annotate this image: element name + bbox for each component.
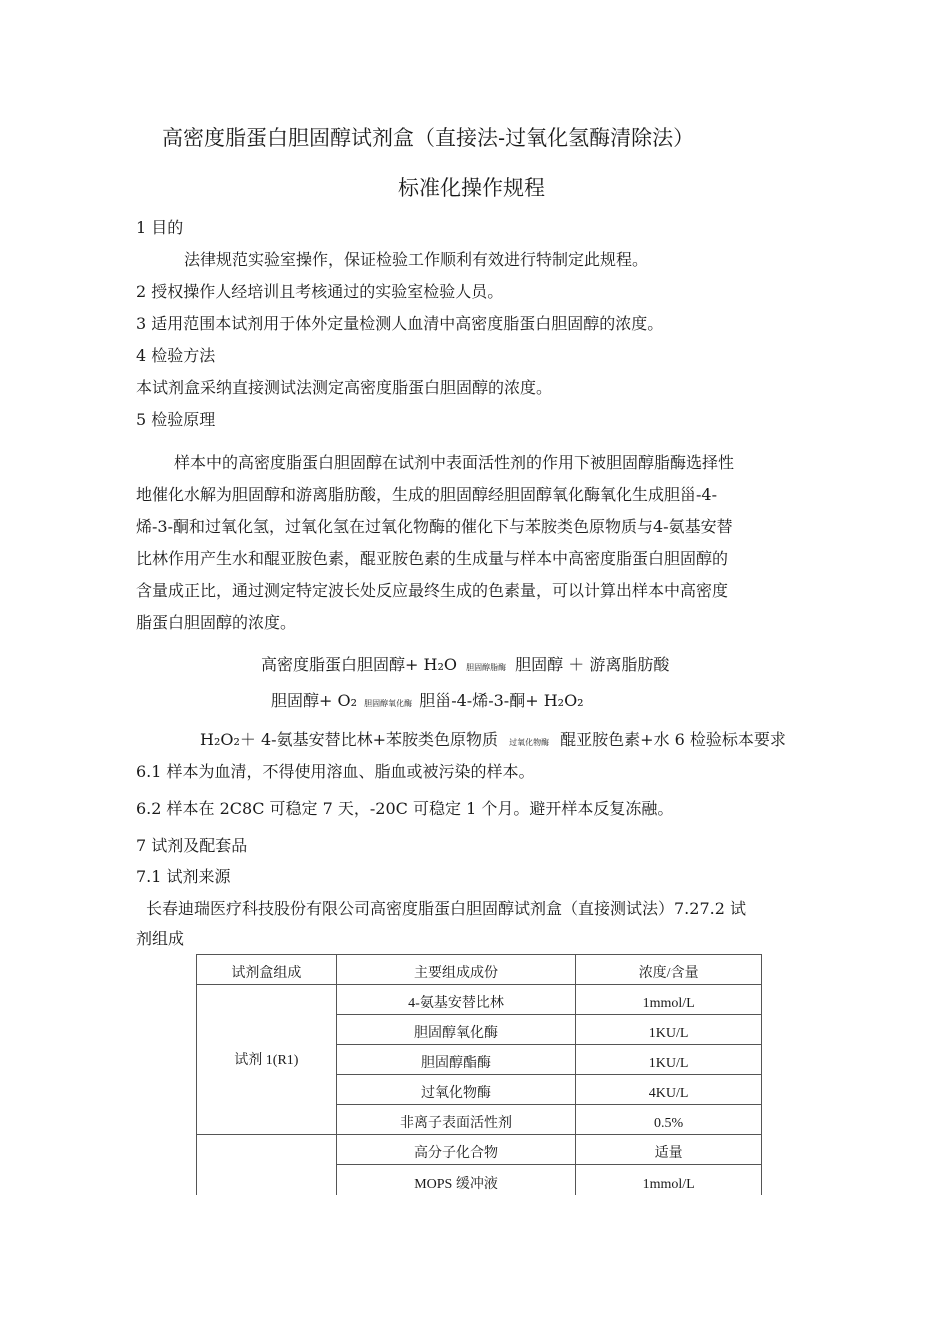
principle-line: 比林作用产生水和醌亚胺色素，醌亚胺色素的生成量与样本中高密度脂蛋白胆固醇的	[136, 549, 729, 568]
equation-2-products: 胆甾-4-烯-3-酮+ H₂O₂	[419, 691, 584, 710]
reagent-source-line-2: 剂组成	[136, 929, 185, 948]
table-row	[197, 1135, 762, 1165]
component-cell: 高分子化合物	[336, 1135, 576, 1165]
section-5-heading: 5 检验原理	[136, 410, 216, 429]
equation-2-reactants: 胆固醇+ O₂	[271, 691, 358, 710]
principle-line: 脂蛋白胆固醇的浓度。	[136, 613, 297, 632]
principle-line: 地催化水解为胆固醇和游离脂肪酸，生成的胆固醇经胆固醇氧化酶氧化生成胆甾-4-	[136, 485, 717, 504]
section-4-heading: 4 检验方法	[136, 346, 216, 365]
concentration-cell: 1mmol/L	[576, 1165, 762, 1195]
principle-line: 样本中的高密度脂蛋白胆固醇在试剂中表面活性剂的作用下被胆固醇脂酶选择性	[174, 453, 735, 472]
table-header-row	[197, 955, 762, 985]
section-4-text: 本试剂盒采纳直接测试法测定高密度脂蛋白胆固醇的浓度。	[136, 378, 553, 397]
component-cell: 4-氨基安替比林	[336, 985, 576, 1015]
equation-3-products: 醌亚胺色素+水 6 检验标本要求	[560, 730, 786, 749]
document-title-line1: 高密度脂蛋白胆固醇试剂盒（直接法-过氧化氢酶清除法）	[162, 126, 695, 150]
equation-3-enzyme: 过氧化物酶	[509, 738, 550, 747]
equation-3-reactants: H₂O₂＋ 4-氨基安替比林+苯胺类色原物质	[200, 730, 498, 749]
principle-line: 烯-3-酮和过氧化氢，过氧化氢在过氧化物酶的催化下与苯胺类色原物质与4-氨基安替	[136, 517, 733, 536]
equation-2-enzyme: 胆固醇氧化酶	[364, 699, 413, 708]
header-concentration: 浓度/含量	[576, 955, 762, 985]
component-cell: 胆固醇氧化酶	[336, 1015, 576, 1045]
equation-1-reactants: 高密度脂蛋白胆固醇+ H₂O	[261, 655, 457, 674]
component-cell: 非离子表面活性剂	[336, 1105, 576, 1135]
concentration-cell: 0.5%	[576, 1105, 762, 1135]
requirement-6-1: 6.1 样本为血清，不得使用溶血、脂血或被污染的样本。	[136, 762, 535, 781]
section-7-1-heading: 7.1 试剂来源	[136, 867, 231, 886]
reaction-equation-2	[271, 691, 584, 714]
section-2-text: 2 授权操作人经培训且考核通过的实验室检验人员。	[136, 282, 504, 301]
section-1-heading: 1 目的	[136, 218, 184, 237]
section-1-text: 法律规范实验室操作，保证检验工作顺利有效进行特制定此规程。	[184, 250, 649, 269]
concentration-cell: 4KU/L	[576, 1075, 762, 1105]
section-3-text: 3 适用范围本试剂用于体外定量检测人血清中高密度脂蛋白胆固醇的浓度。	[136, 314, 664, 333]
reagent-group-r2	[197, 1135, 337, 1195]
reaction-equation-1	[261, 655, 669, 678]
reagent-source-line-1: 长春迪瑞医疗科技股份有限公司高密度脂蛋白胆固醇试剂盒（直接测试法）7.27.2 试	[146, 899, 746, 918]
header-kit-composition: 试剂盒组成	[197, 955, 337, 985]
equation-1-products: 胆固醇 ＋ 游离脂肪酸	[515, 655, 670, 674]
component-cell: MOPS 缓冲液	[336, 1165, 576, 1195]
concentration-cell: 1KU/L	[576, 1045, 762, 1075]
requirement-6-2: 6.2 样本在 2C8C 可稳定 7 天，-20C 可稳定 1 个月。避开样本反复冻融。	[136, 799, 674, 818]
principle-paragraph	[136, 447, 816, 639]
reagent-group-r1: 试剂 1(R1)	[197, 985, 337, 1135]
header-main-components: 主要组成成份	[336, 955, 576, 985]
table-row	[197, 985, 762, 1015]
concentration-cell: 1KU/L	[576, 1015, 762, 1045]
concentration-cell: 1mmol/L	[576, 985, 762, 1015]
document-title-line2: 标准化操作规程	[398, 176, 545, 200]
principle-line: 含量成正比，通过测定特定波长处反应最终生成的色素量，可以计算出样本中高密度	[136, 581, 729, 600]
section-7-heading: 7 试剂及配套品	[136, 836, 248, 855]
component-cell: 胆固醇酯酶	[336, 1045, 576, 1075]
reagent-composition-table	[196, 954, 762, 1195]
component-cell: 过氧化物酶	[336, 1075, 576, 1105]
reaction-equation-3	[200, 730, 786, 753]
concentration-cell: 适量	[576, 1135, 762, 1165]
equation-1-enzyme: 胆固醇脂酶	[466, 663, 507, 672]
